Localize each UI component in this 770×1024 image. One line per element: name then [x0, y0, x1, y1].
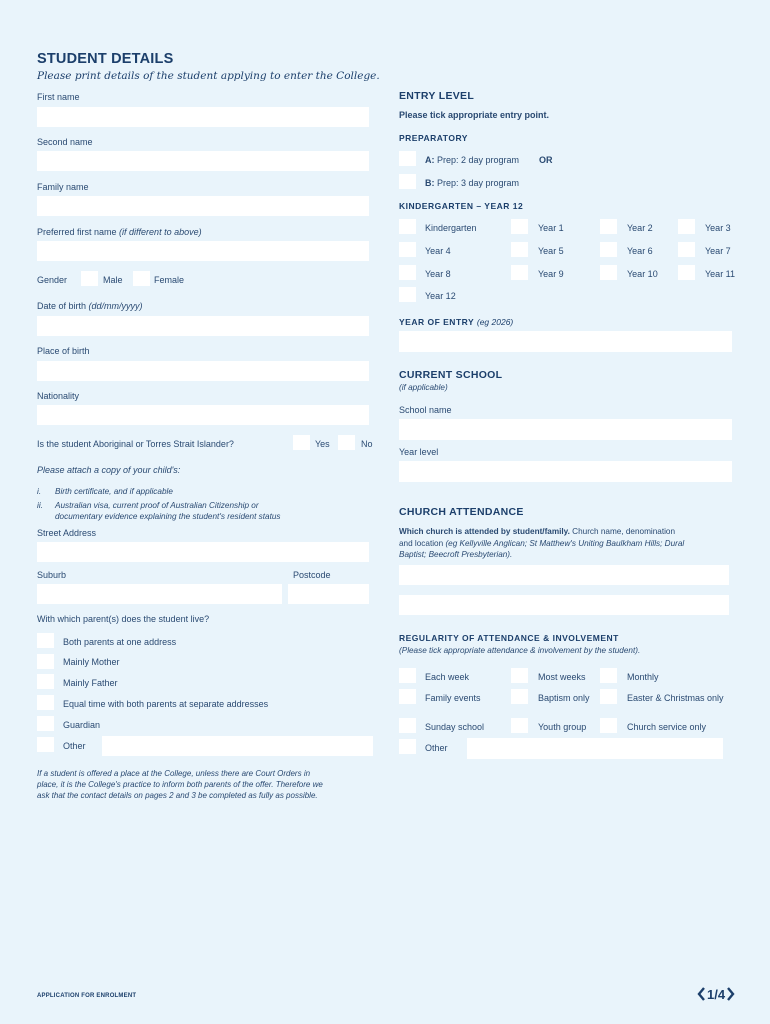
church-question-location: and location	[399, 539, 446, 548]
attendance-label: Baptism only	[538, 693, 590, 703]
attendance-label: Sunday school	[425, 722, 485, 732]
attendance-checkbox[interactable]	[399, 689, 416, 704]
gender-female-checkbox[interactable]	[133, 271, 150, 286]
section-title-student-details: STUDENT DETAILS	[37, 51, 174, 67]
parent-option-checkbox[interactable]	[37, 674, 54, 689]
first-name-field[interactable]	[37, 107, 369, 127]
year-level-label: Year level	[399, 447, 439, 457]
year-checkbox[interactable]	[399, 265, 416, 280]
attendance-label: Each week	[425, 672, 470, 682]
attach-item-text: documentary evidence explaining the student's resident status	[55, 512, 281, 521]
prep-or-label: OR	[539, 155, 553, 165]
k12-heading: KINDERGARTEN – YEAR 12	[399, 201, 524, 211]
attendance-checkbox[interactable]	[511, 668, 528, 683]
aboriginal-no-checkbox[interactable]	[338, 435, 355, 450]
parent-question: With which parent(s) does the student live?	[37, 614, 210, 624]
year-checkbox[interactable]	[511, 242, 528, 257]
gender-male-label: Male	[103, 275, 123, 285]
year-checkbox[interactable]	[511, 265, 528, 280]
attendance-checkbox[interactable]	[511, 718, 528, 733]
church-field-1[interactable]	[399, 565, 729, 585]
chevron-right-icon[interactable]	[725, 986, 736, 1002]
year-checkbox[interactable]	[678, 265, 695, 280]
suburb-field[interactable]	[37, 584, 282, 604]
parent-option-checkbox[interactable]	[37, 633, 54, 648]
preparatory-heading: PREPARATORY	[399, 133, 468, 143]
court-note-line: If a student is offered a place at the College, unless there are Court Orders in	[37, 769, 311, 778]
family-name-label: Family name	[37, 182, 89, 192]
year-checkbox[interactable]	[511, 219, 528, 234]
school-name-field[interactable]	[399, 419, 732, 440]
year-label: Year 8	[425, 269, 451, 279]
year-of-entry-note: (eg 2026)	[476, 317, 514, 327]
parent-option-label: Equal time with both parents at separate addresses	[63, 699, 269, 709]
attendance-checkbox[interactable]	[399, 668, 416, 683]
attendance-label: Other	[425, 743, 448, 753]
place-of-birth-label: Place of birth	[37, 346, 90, 356]
gender-label: Gender	[37, 275, 68, 285]
prep-a-checkbox[interactable]	[399, 151, 416, 166]
year-label: Year 9	[538, 269, 564, 279]
current-school-note: (if applicable)	[399, 383, 448, 392]
page-indicator: 1/4	[707, 986, 726, 1002]
section-title-entry-level: ENTRY LEVEL	[399, 90, 475, 102]
first-name-label: First name	[37, 92, 80, 102]
attendance-checkbox[interactable]	[600, 718, 617, 733]
year-checkbox[interactable]	[399, 219, 416, 234]
parent-option-checkbox[interactable]	[37, 695, 54, 710]
year-of-entry-field[interactable]	[399, 331, 732, 352]
nationality-label: Nationality	[37, 391, 80, 401]
year-checkbox[interactable]	[399, 242, 416, 257]
parent-option-label: Both parents at one address	[63, 637, 177, 647]
prep-a-letter: A:	[425, 155, 435, 165]
year-label: Year 4	[425, 246, 451, 256]
dob-note: (dd/mm/yyyy)	[88, 301, 143, 311]
attendance-label: Church service only	[627, 722, 707, 732]
dob-field[interactable]	[37, 316, 369, 336]
year-checkbox[interactable]	[600, 265, 617, 280]
place-of-birth-field[interactable]	[37, 361, 369, 381]
attach-item-text: Birth certificate, and if applicable	[55, 487, 173, 496]
preferred-name-field[interactable]	[37, 241, 369, 261]
church-question-line-3: Baptist; Beecroft Presbyterian).	[399, 550, 513, 559]
gender-female-label: Female	[154, 275, 185, 285]
entry-level-instruction: Please tick appropriate entry point.	[399, 110, 550, 120]
prep-b-label	[425, 178, 519, 188]
street-address-field[interactable]	[37, 542, 369, 562]
year-label: Year 5	[538, 246, 564, 256]
church-question-rest: Church name, denomination	[569, 527, 676, 536]
attendance-checkbox[interactable]	[511, 689, 528, 704]
section-title-current-school: CURRENT SCHOOL	[399, 369, 503, 381]
church-question-example: (eg Kellyville Anglican; St Matthew's Uniting Baulkham Hills; Dural	[445, 539, 685, 548]
year-checkbox[interactable]	[678, 219, 695, 234]
parent-option-checkbox[interactable]	[37, 716, 54, 731]
year-checkbox[interactable]	[399, 287, 416, 302]
preferred-name-label	[37, 227, 202, 237]
aboriginal-no-label: No	[361, 439, 373, 449]
church-question-line-2	[399, 539, 684, 548]
school-name-label: School name	[399, 405, 452, 415]
chevron-left-icon[interactable]	[696, 986, 707, 1002]
year-label: Year 12	[425, 291, 456, 301]
year-of-entry-label	[399, 317, 513, 327]
parent-option-label: Mainly Mother	[63, 657, 120, 667]
year-checkbox[interactable]	[678, 242, 695, 257]
year-label: Year 11	[705, 269, 736, 279]
prep-b-checkbox[interactable]	[399, 174, 416, 189]
section-title-church-attendance: CHURCH ATTENDANCE	[399, 506, 524, 518]
year-level-field[interactable]	[399, 461, 732, 482]
postcode-field[interactable]	[288, 584, 369, 604]
regularity-heading: REGULARITY OF ATTENDANCE & INVOLVEMENT	[399, 633, 619, 643]
year-checkbox[interactable]	[600, 242, 617, 257]
attendance-label: Easter & Christmas only	[627, 693, 724, 703]
church-question-line-1	[399, 527, 675, 536]
regularity-note: (Please tick appropriate attendance & involvement by the student).	[399, 646, 641, 655]
attendance-checkbox[interactable]	[600, 668, 617, 683]
aboriginal-yes-label: Yes	[315, 439, 330, 449]
section-subtitle: Please print details of the student applying to enter the College.	[37, 70, 380, 82]
year-of-entry-text: YEAR OF ENTRY	[399, 317, 474, 327]
parent-other-field[interactable]	[102, 736, 373, 756]
year-label: Year 1	[538, 223, 564, 233]
parent-option-label: Guardian	[63, 720, 101, 730]
aboriginal-yes-checkbox[interactable]	[293, 435, 310, 450]
church-question-bold: Which church is attended by student/family.	[399, 527, 570, 536]
year-label: Year 6	[627, 246, 653, 256]
nationality-field[interactable]	[37, 405, 369, 425]
attendance-label: Youth group	[538, 722, 587, 732]
attach-item-num: ii.	[37, 501, 43, 510]
second-name-field[interactable]	[37, 151, 369, 171]
prep-a-label	[425, 155, 519, 165]
attendance-label: Most weeks	[538, 672, 586, 682]
attendance-other-field[interactable]	[467, 738, 723, 759]
year-checkbox[interactable]	[600, 219, 617, 234]
preferred-name-note: (if different to above)	[119, 227, 202, 237]
street-address-label: Street Address	[37, 528, 97, 538]
year-label: Year 3	[705, 223, 731, 233]
attendance-checkbox[interactable]	[399, 739, 416, 754]
attach-note: Please attach a copy of your child's:	[37, 465, 181, 475]
parent-option-checkbox[interactable]	[37, 737, 54, 752]
postcode-label: Postcode	[293, 570, 331, 580]
dob-label	[37, 301, 143, 311]
gender-male-checkbox[interactable]	[81, 271, 98, 286]
aboriginal-question: Is the student Aboriginal or Torres Strait Islander?	[37, 439, 234, 449]
year-label: Year 10	[627, 269, 658, 279]
year-label: Kindergarten	[425, 223, 477, 233]
church-field-2[interactable]	[399, 595, 729, 615]
attach-item-num: i.	[37, 487, 42, 496]
court-note-line: place, it is the College's practice to inform both parents of the offer. Therefore we	[37, 780, 323, 789]
year-label: Year 7	[705, 246, 731, 256]
dob-text: Date of birth	[37, 301, 87, 311]
attach-item-text: Australian visa, current proof of Australian Citizenship or	[55, 501, 259, 510]
parent-option-label: Mainly Father	[63, 678, 118, 688]
family-name-field[interactable]	[37, 196, 369, 216]
prep-b-text: Prep: 3 day program	[437, 178, 520, 188]
attendance-checkbox[interactable]	[399, 718, 416, 733]
year-label: Year 2	[627, 223, 653, 233]
prep-a-text: Prep: 2 day program	[437, 155, 520, 165]
second-name-label: Second name	[37, 137, 93, 147]
preferred-name-text: Preferred first name	[37, 227, 117, 237]
footer-label: APPLICATION FOR ENROLMENT	[37, 993, 137, 999]
parent-option-checkbox[interactable]	[37, 654, 54, 669]
parent-option-label: Other	[63, 741, 86, 751]
attendance-label: Monthly	[627, 672, 659, 682]
attendance-checkbox[interactable]	[600, 689, 617, 704]
attendance-label: Family events	[425, 693, 481, 703]
prep-b-letter: B:	[425, 178, 435, 188]
court-note-line: ask that the contact details on pages 2 and 3 be completed as fully as possible.	[37, 791, 318, 800]
pager	[696, 986, 736, 1002]
suburb-label: Suburb	[37, 570, 67, 580]
